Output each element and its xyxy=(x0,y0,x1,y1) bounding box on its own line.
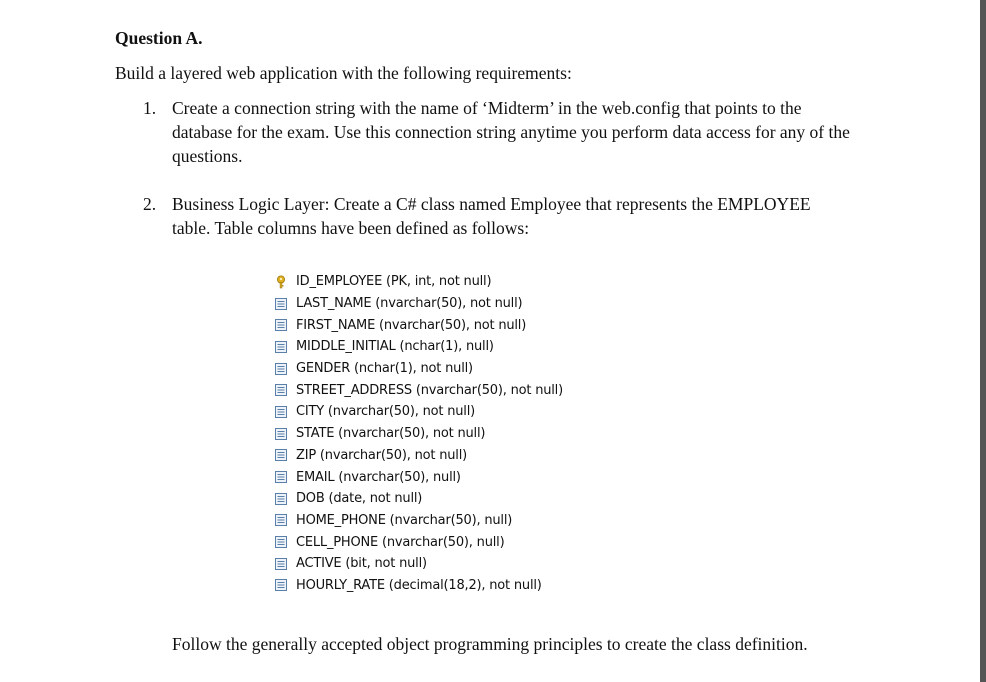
column-definition: ZIP (nvarchar(50), not null) xyxy=(296,447,467,463)
question-intro: Build a layered web application with the following requirements: xyxy=(115,63,572,83)
page-right-border xyxy=(980,0,986,682)
column-icon xyxy=(274,513,288,527)
column-definition: CITY (nvarchar(50), not null) xyxy=(296,404,475,420)
column-definition: HOME_PHONE (nvarchar(50), null) xyxy=(296,512,513,528)
requirement-number: 1. xyxy=(143,98,157,118)
column-row xyxy=(274,358,563,380)
column-row xyxy=(274,575,563,597)
column-row xyxy=(274,553,563,575)
column-row xyxy=(274,336,563,358)
requirement-number: 2. xyxy=(143,194,157,214)
column-row xyxy=(274,423,563,445)
column-icon xyxy=(274,448,288,462)
follow-up-text: Follow the generally accepted object programming principles to create the class definition. xyxy=(172,634,808,654)
primary-key-icon xyxy=(274,275,288,289)
column-row xyxy=(274,293,563,315)
column-icon xyxy=(274,318,288,332)
column-row xyxy=(274,488,563,510)
column-icon xyxy=(274,492,288,506)
document-body xyxy=(115,26,945,240)
column-definition: DOB (date, not null) xyxy=(296,491,423,507)
requirement-2 xyxy=(115,192,945,240)
column-row xyxy=(274,531,563,553)
column-row xyxy=(274,510,563,532)
column-icon xyxy=(274,383,288,397)
column-definition: ID_EMPLOYEE (PK, int, not null) xyxy=(296,274,492,290)
column-definition: FIRST_NAME (nvarchar(50), not null) xyxy=(296,317,527,333)
column-definition: ACTIVE (bit, not null) xyxy=(296,556,427,572)
table-columns-list xyxy=(274,271,563,596)
column-icon xyxy=(274,340,288,354)
column-definition: EMAIL (nvarchar(50), null) xyxy=(296,469,461,485)
column-row xyxy=(274,466,563,488)
column-definition: STREET_ADDRESS (nvarchar(50), not null) xyxy=(296,382,563,398)
column-definition: STATE (nvarchar(50), not null) xyxy=(296,426,486,442)
column-definition: MIDDLE_INITIAL (nchar(1), null) xyxy=(296,339,494,355)
column-definition: GENDER (nchar(1), not null) xyxy=(296,361,473,377)
column-icon xyxy=(274,557,288,571)
column-icon xyxy=(274,405,288,419)
column-icon xyxy=(274,535,288,549)
column-icon xyxy=(274,362,288,376)
column-icon xyxy=(274,297,288,311)
column-row xyxy=(274,445,563,467)
column-icon xyxy=(274,470,288,484)
column-definition: CELL_PHONE (nvarchar(50), null) xyxy=(296,534,505,550)
question-heading: Question A. xyxy=(115,28,203,48)
column-row xyxy=(274,314,563,336)
requirement-text: Business Logic Layer: Create a C# class named Employee that represents the EMPLOYEE table. Table columns have been defined as follows: xyxy=(172,194,811,238)
requirement-text: Create a connection string with the name of ‘Midterm’ in the web.config that points to the database for the exam. Use this connection string anytime you perform data access for any of the questions. xyxy=(172,98,850,166)
column-row xyxy=(274,401,563,423)
requirement-1 xyxy=(115,96,945,168)
column-definition: LAST_NAME (nvarchar(50), not null) xyxy=(296,296,523,312)
column-row xyxy=(274,379,563,401)
column-row xyxy=(274,271,563,293)
column-icon xyxy=(274,427,288,441)
column-icon xyxy=(274,578,288,592)
column-definition: HOURLY_RATE (decimal(18,2), not null) xyxy=(296,577,542,593)
